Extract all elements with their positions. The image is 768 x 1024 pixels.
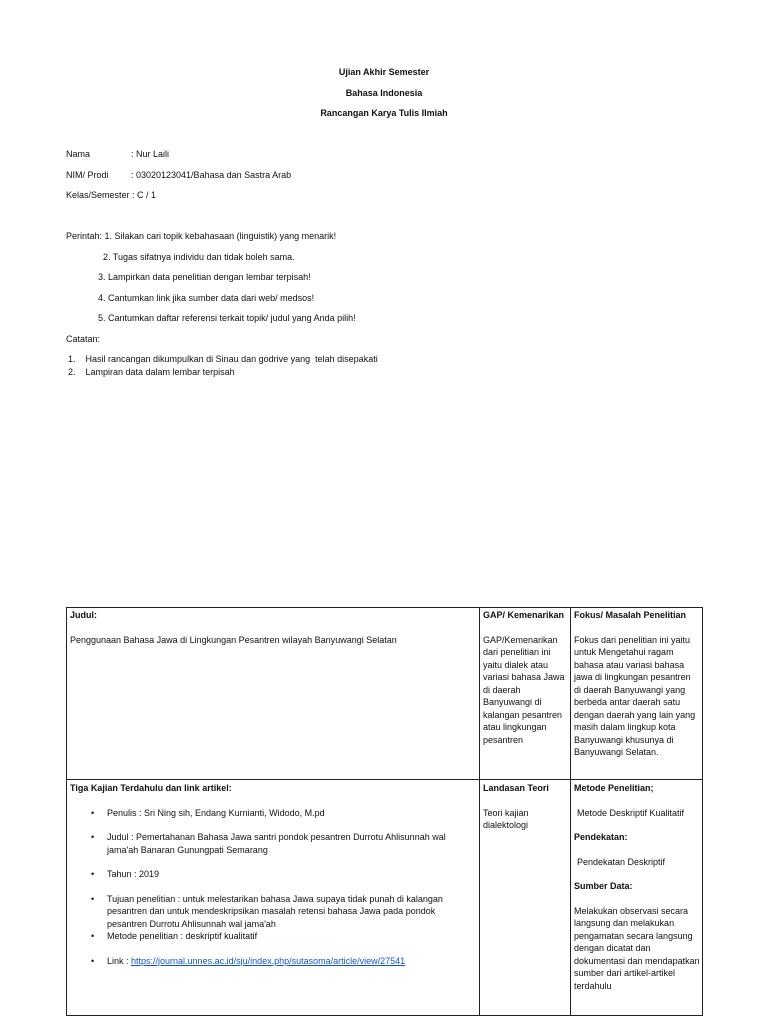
metode-value: Metode Deskriptif Kualitatif <box>577 807 685 818</box>
landasan-cell <box>483 782 567 832</box>
note-item: 1. Hasil rancangan dikumpulkan di Sinau dan godrive yang telah disepakati <box>68 354 378 364</box>
kajian-item: • Metode penelitian : deskriptif kualitatif <box>70 930 475 943</box>
research-plan-table <box>66 607 703 1016</box>
gap-cell <box>483 609 567 746</box>
metode-label: Metode Penelitian; <box>574 783 654 793</box>
nama-label: Nama <box>66 149 91 159</box>
instruction-item: 5. Cantumkan daftar referensi terkait topik/ judul yang Anda pilih! <box>98 313 356 323</box>
fokus-cell <box>574 609 700 759</box>
article-link[interactable]: https://journal.unnes.ac.id/sju/index.php/sutasoma/article/view/27541 <box>131 955 406 966</box>
kajian-item: • Judul : Pemertahanan Bahasa Jawa santri pondok pesantren Durrotu Ahlisunnah wal jama'ah Banaran Gunungpati Semarang <box>70 831 475 856</box>
kelas-line: Kelas/Semester : C / 1 <box>66 190 157 200</box>
kajian-link-item <box>70 955 475 968</box>
doc-subtitle: Rancangan Karya Tulis Ilmiah <box>320 108 448 118</box>
nim-label: NIM/ Prodi <box>66 170 109 180</box>
kajian-cell <box>70 782 475 967</box>
sumber-value: Melakukan observasi secara langsung dan melakukan pengamatan secara langsung dengan dicatat dan dokumentasi dan mendapatkan sumber dari artikel-artikel terdahulu <box>574 905 700 991</box>
doc-subject: Bahasa Indonesia <box>345 88 423 98</box>
kajian-item: • Tahun : 2019 <box>70 868 475 881</box>
landasan-label: Landasan Teori <box>483 783 549 793</box>
landasan-value: Teori kajian dialektologi <box>483 807 529 830</box>
pendekatan-value: Pendekatan Deskriptif <box>577 856 666 867</box>
instruction-item: 4. Cantumkan link jika sumber data dari web/ medsos! <box>98 293 315 303</box>
fokus-value: Fokus dari penelitian ini yaitu untuk Mengetahui ragam bahasa atau variasi bahasa jawa di lingkungan pesantren di daerah Banyuwangi yang berbeda antar daerah satu dengan daerah yang lain yang masih dalam lingkup kota Banyuwangi khusunya di Banyuwangi Selatan. <box>574 634 696 757</box>
sumber-label: Sumber Data: <box>574 881 633 891</box>
judul-cell <box>70 609 475 646</box>
nim-value: : 03020123041/Bahasa dan Sastra Arab <box>131 170 292 180</box>
table-divider <box>67 779 702 780</box>
nama-value: : Nur Laili <box>131 149 170 159</box>
gap-label: GAP/ Kemenarikan <box>483 610 565 620</box>
metode-cell <box>574 782 700 992</box>
pendekatan-label: Pendekatan: <box>574 832 628 842</box>
table-divider <box>570 608 571 1015</box>
note-item: 2. Lampiran data dalam lembar terpisah <box>68 367 235 377</box>
kajian-list <box>70 807 475 968</box>
judul-label: Judul: <box>70 610 97 620</box>
kajian-item: • Penulis : Sri Ning sih, Endang Kurnianti, Widodo, M.pd <box>70 807 475 820</box>
kajian-item: • Tujuan penelitian : untuk melestarikan bahasa Jawa supaya tidak punah di kalangan pesantren dan untuk mendeskripsikan masalah retensi bahasa Jawa pada pondok pesantren Durrotu Ahlisunnah wal jama'ah <box>70 893 475 931</box>
instruction-item: 2. Tugas sifatnya individu dan tidak boleh sama. <box>103 252 295 262</box>
link-label: Link : <box>107 955 132 966</box>
instruction-item: 3. Lampirkan data penelitian dengan lembar terpisah! <box>98 272 311 282</box>
kajian-label: Tiga Kajian Terdahulu dan link artikel: <box>70 783 232 793</box>
fokus-label: Fokus/ Masalah Penelitian <box>574 610 687 620</box>
notes-label: Catatan: <box>66 334 101 344</box>
instruction-lead: Perintah: 1. Silakan cari topik kebahasaan (linguistik) yang menarik! <box>66 231 337 241</box>
gap-value: GAP/Kemenarikan dari penelitian ini yaitu dialek atau variasi bahasa Jawa di daerah Banyuwangi di kalangan pesantren atau lingkungan pesantren <box>483 634 565 745</box>
table-divider <box>479 608 480 1015</box>
doc-title: Ujian Akhir Semester <box>338 67 430 77</box>
judul-value: Penggunaan Bahasa Jawa di Lingkungan Pesantren wilayah Banyuwangi Selatan <box>70 634 397 645</box>
